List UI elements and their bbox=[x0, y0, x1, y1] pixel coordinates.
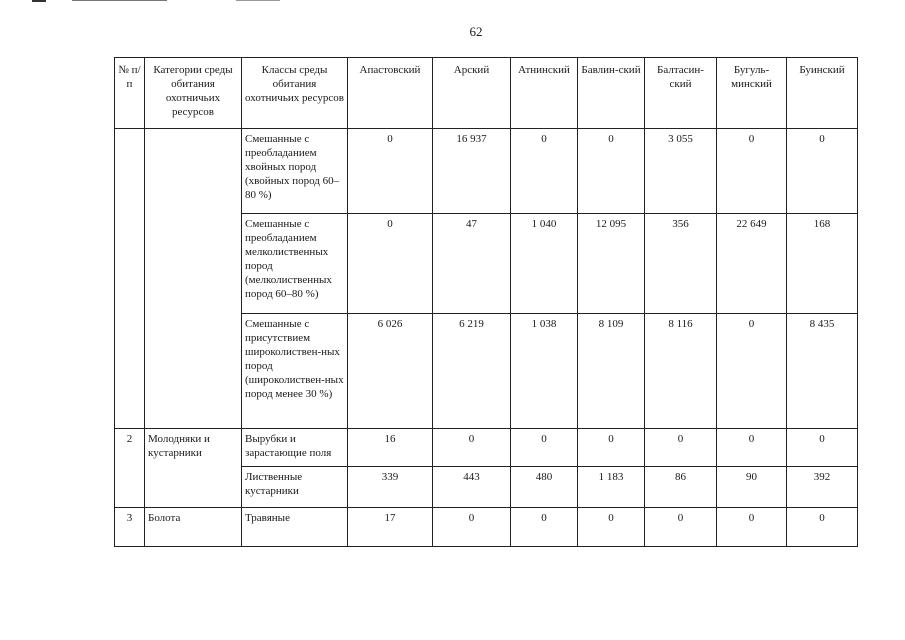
cell-value: 0 bbox=[717, 429, 787, 467]
cell-value: 339 bbox=[348, 467, 433, 508]
scan-artifact bbox=[72, 0, 167, 1]
row-num bbox=[115, 129, 145, 429]
scan-artifact bbox=[32, 0, 46, 2]
cell-value: 480 bbox=[511, 467, 578, 508]
cell-value: 16 937 bbox=[433, 129, 511, 214]
row-class: Смешанные с преобладанием хвойных пород (хвойных пород 60–80 %) bbox=[242, 129, 348, 214]
cell-value: 443 bbox=[433, 467, 511, 508]
cell-value: 0 bbox=[433, 508, 511, 547]
cell-value: 6 026 bbox=[348, 314, 433, 429]
cell-value: 3 055 bbox=[645, 129, 717, 214]
cell-value: 12 095 bbox=[578, 214, 645, 314]
header-district: Бугуль-минский bbox=[717, 58, 787, 129]
header-class: Классы среды обитания охотничьих ресурсов bbox=[242, 58, 348, 129]
header-district: Бавлин-ский bbox=[578, 58, 645, 129]
cell-value: 0 bbox=[578, 508, 645, 547]
cell-value: 86 bbox=[645, 467, 717, 508]
cell-value: 6 219 bbox=[433, 314, 511, 429]
cell-value: 0 bbox=[433, 429, 511, 467]
row-class: Вырубки и зарастающие поля bbox=[242, 429, 348, 467]
cell-value: 0 bbox=[717, 508, 787, 547]
header-district: Балтасин-ский bbox=[645, 58, 717, 129]
cell-value: 1 038 bbox=[511, 314, 578, 429]
cell-value: 17 bbox=[348, 508, 433, 547]
header-category: Категории среды обитания охотничьих ресурсов bbox=[145, 58, 242, 129]
cell-value: 0 bbox=[787, 429, 858, 467]
cell-value: 0 bbox=[717, 129, 787, 214]
cell-value: 0 bbox=[787, 129, 858, 214]
header-district: Буинский bbox=[787, 58, 858, 129]
row-class: Смешанные с преобладанием мелколиственных пород (мелколиственных пород 60–80 %) bbox=[242, 214, 348, 314]
cell-value: 0 bbox=[511, 508, 578, 547]
cell-value: 356 bbox=[645, 214, 717, 314]
header-district: Арский bbox=[433, 58, 511, 129]
cell-value: 0 bbox=[578, 429, 645, 467]
row-category bbox=[145, 129, 242, 429]
cell-value: 392 bbox=[787, 467, 858, 508]
cell-value: 0 bbox=[511, 129, 578, 214]
cell-value: 0 bbox=[348, 129, 433, 214]
cell-value: 0 bbox=[787, 508, 858, 547]
cell-value: 90 bbox=[717, 467, 787, 508]
cell-value: 22 649 bbox=[717, 214, 787, 314]
row-class: Лиственные кустарники bbox=[242, 467, 348, 508]
table-row bbox=[115, 429, 858, 467]
cell-value: 0 bbox=[348, 214, 433, 314]
cell-value: 8 109 bbox=[578, 314, 645, 429]
row-num: 2 bbox=[115, 429, 145, 508]
header-row bbox=[115, 58, 858, 129]
row-class: Смешанные с присутствием широколиствен-ных пород (широколиствен-ных пород менее 30 %) bbox=[242, 314, 348, 429]
header-district: Апастовский bbox=[348, 58, 433, 129]
cell-value: 1 040 bbox=[511, 214, 578, 314]
page-number: 62 bbox=[469, 24, 483, 39]
cell-value: 0 bbox=[645, 508, 717, 547]
row-category: Болота bbox=[145, 508, 242, 547]
header-district: Атнинский bbox=[511, 58, 578, 129]
habitat-table bbox=[114, 57, 858, 547]
cell-value: 0 bbox=[578, 129, 645, 214]
scan-artifact bbox=[236, 0, 280, 1]
cell-value: 47 bbox=[433, 214, 511, 314]
cell-value: 8 435 bbox=[787, 314, 858, 429]
row-category: Молодняки и кустарники bbox=[145, 429, 242, 508]
cell-value: 16 bbox=[348, 429, 433, 467]
header-num: № п/п bbox=[115, 58, 145, 129]
table-row bbox=[115, 508, 858, 547]
row-num: 3 bbox=[115, 508, 145, 547]
cell-value: 1 183 bbox=[578, 467, 645, 508]
cell-value: 0 bbox=[511, 429, 578, 467]
cell-value: 168 bbox=[787, 214, 858, 314]
cell-value: 0 bbox=[645, 429, 717, 467]
table-row bbox=[115, 129, 858, 214]
cell-value: 0 bbox=[717, 314, 787, 429]
row-class: Травяные bbox=[242, 508, 348, 547]
cell-value: 8 116 bbox=[645, 314, 717, 429]
